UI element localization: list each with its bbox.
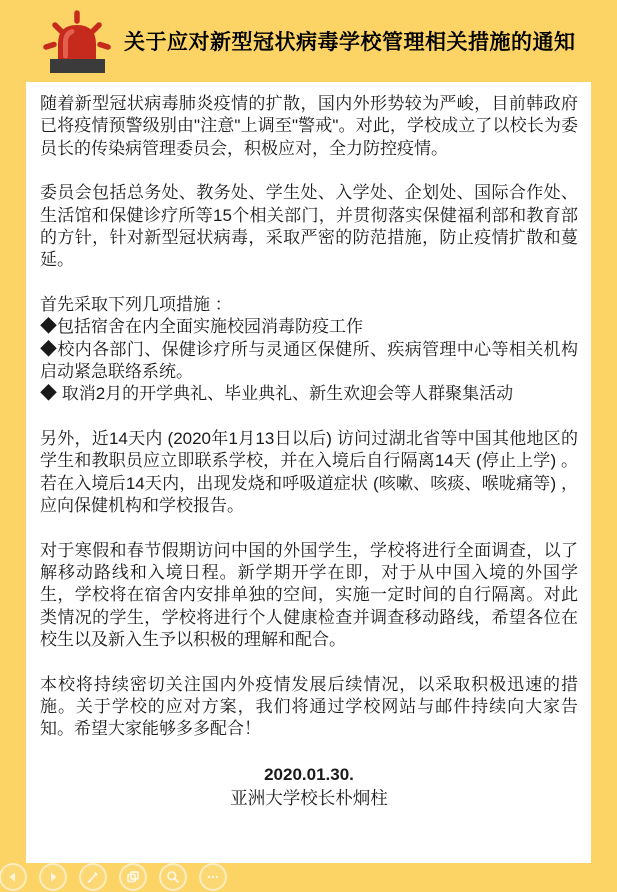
notice-paragraph-5: 本校将持续密切关注国内外疫情发展后续情况，以采取积极迅速的措施。关于学校的应对方案，我们将通过学校网站与邮件持续向大家告知。希望大家能够多多配合！: [40, 674, 578, 739]
measure-item-1: ◆包括宿舍在内全面实施校园消毒防疫工作: [40, 317, 363, 337]
back-icon: [5, 869, 21, 885]
edit-icon: [85, 869, 101, 885]
notice-sheet: [26, 82, 591, 863]
search-button[interactable]: [159, 863, 187, 891]
measure-item-3: ◆ 取消2月的开学典礼、毕业典礼、新生欢迎会等人群聚集活动: [40, 384, 514, 404]
measure-item-2: ◆校内各部门、保健诊疗所与灵通区保健所、疾病管理中心等相关机构启动紧急联络系统。: [40, 339, 578, 382]
notice-date: 2020.01.30.: [264, 764, 354, 784]
notice-header: [0, 0, 617, 82]
forward-button[interactable]: [39, 863, 67, 891]
search-icon: [165, 869, 181, 885]
siren-icon: [42, 8, 112, 76]
slides-button[interactable]: [119, 863, 147, 891]
notice-paragraph-3: 另外，近14天内 (2020年1月13日以后) 访问过湖北省等中国其他地区的学生和教职员应立即联系学校，并在入境后自行隔离14天 (停止上学) 。若在入境后14天内，出现发烧和呼吸道症状 (咳嗽、咳痰、喉咙痛等) ，应向保健机构和学校报告。: [40, 428, 578, 516]
more-button[interactable]: [199, 863, 227, 891]
measures-intro: 首先采取下列几项措施 ：: [40, 294, 232, 314]
measures-block: [40, 294, 578, 406]
notice-paragraph-1: 随着新型冠状病毒肺炎疫情的扩散，国内外形势较为严峻，目前韩政府已将疫情预警级别由"注意"上调至"警戒"。对此，学校成立了以校长为委员长的传染病管理委员会，积极应对，全力防控疫情。: [40, 94, 578, 158]
edit-button[interactable]: [79, 863, 107, 891]
page-title: 关于应对新型冠状病毒学校管理相关措施的通知: [124, 31, 576, 54]
back-button[interactable]: [0, 863, 27, 891]
viewer-toolbar: [0, 863, 227, 891]
notice-paragraph-4: 对于寒假和春节假期访问中国的外国学生，学校将进行全面调查，以了解移动路线和入境日程。新学期开学在即，对于从中国入境的外国学生，学校将在宿舍内安排单独的空间，实施一定时间的自行隔离。对此类情况的学生，学校将进行个人健康检查并调查移动路线，希望各位在校生以及新入生予以积极的理解和配合。: [40, 540, 578, 650]
notice-paragraph-2: 委员会包括总务处、教务处、学生处、入学处、企划处、国际合作处、生活馆和保健诊疗所等15个相关部门，并贯彻落实保健福利部和教育部的方针，针对新型冠状病毒，采取严密的防范措施，防止疫情扩散和蔓延。: [40, 183, 578, 270]
notice-signature: 亚洲大学校长朴炯柱: [230, 787, 388, 808]
slides-icon: [125, 869, 141, 885]
forward-icon: [45, 869, 61, 885]
more-icon: [205, 869, 221, 885]
